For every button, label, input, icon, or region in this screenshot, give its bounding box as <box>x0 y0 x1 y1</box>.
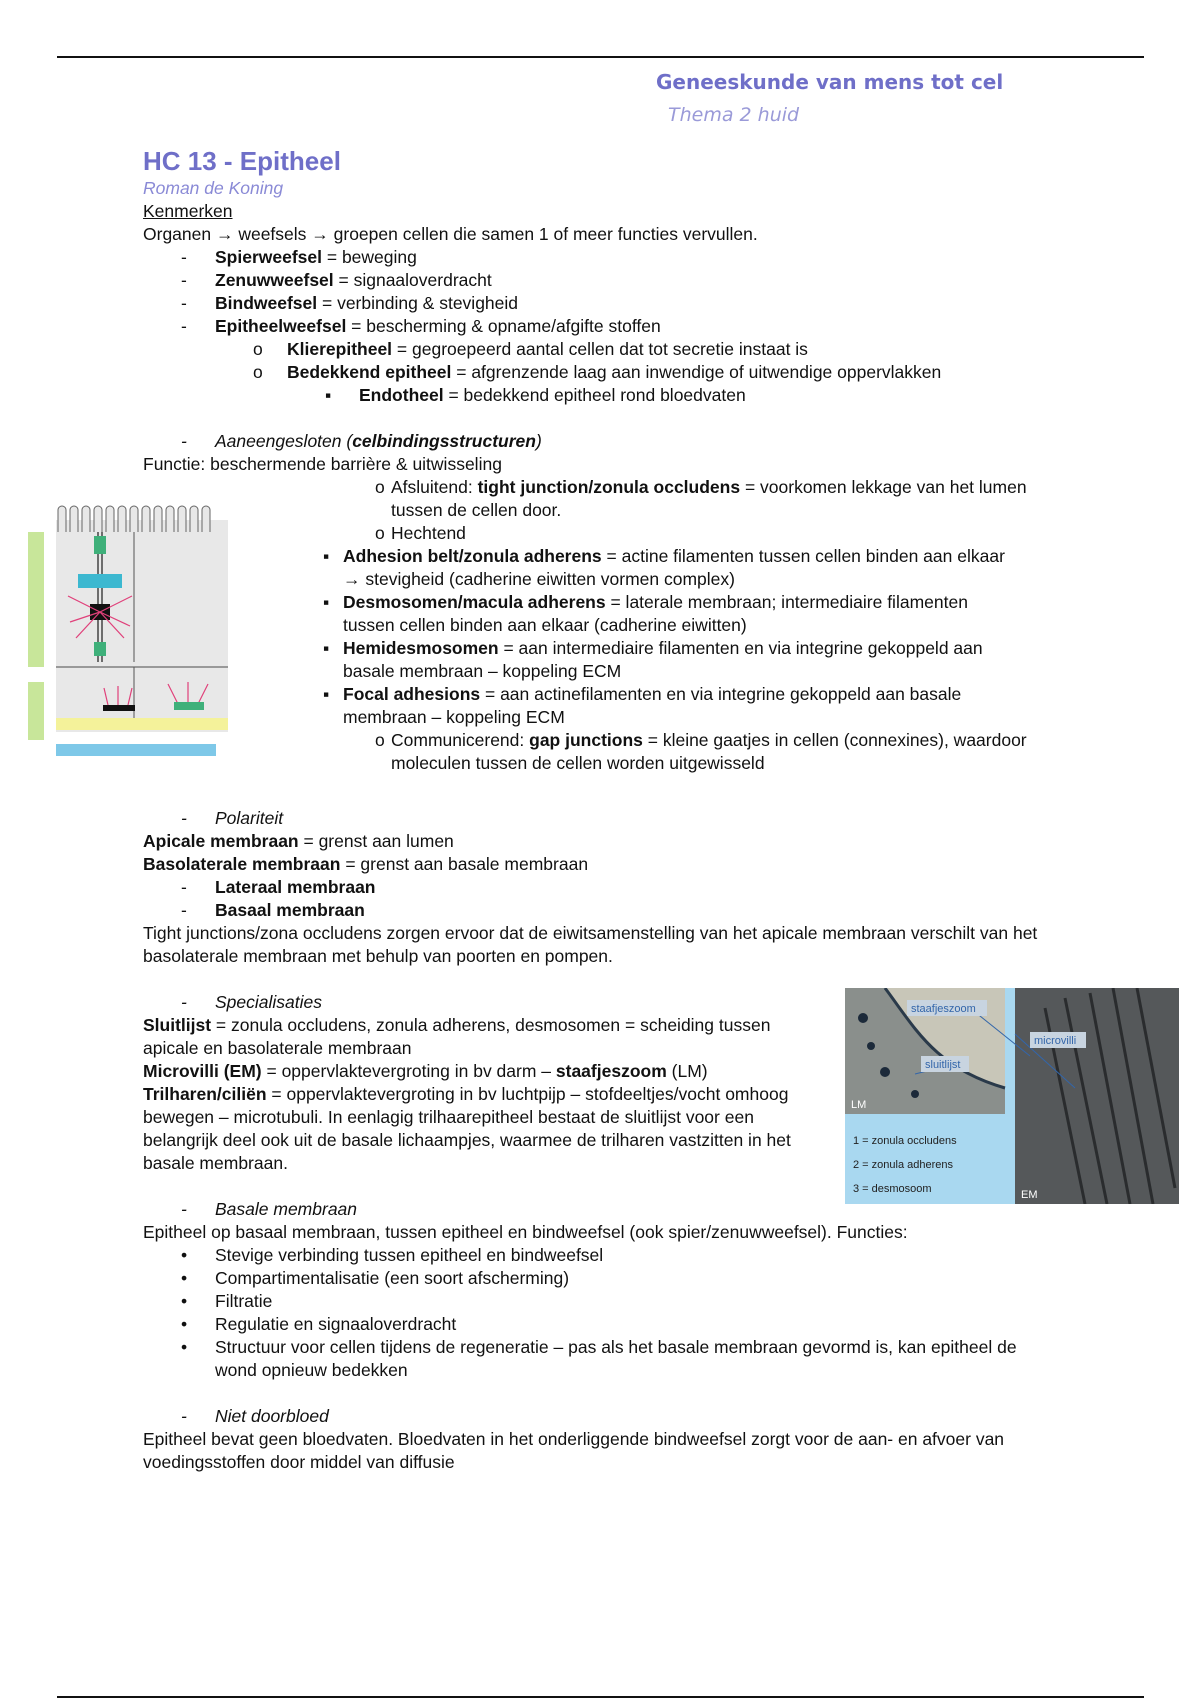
list-item: • Regulatie en signaaloverdracht <box>181 1314 457 1334</box>
basale-text: Epitheel op basaal membraan, tussen epitheel en bindweefsel (ook spier/zenuwweefsel). Functies: <box>143 1222 908 1242</box>
subheading-basale-membraan: - Basale membraan <box>181 1199 358 1219</box>
list-item: o Afsluitend: tight junction/zonula occludens = voorkomen lekkage van het lumen tussen de cellen door. <box>375 477 1027 520</box>
author: Roman de Koning <box>143 178 284 198</box>
tight-junction-text: Tight junctions/zona occludens zorgen ervoor dat de eiwitsamenstelling van het apicale membraan verschilt van het basolaterale membraan met behulp van poorten en pompen. <box>143 923 1038 966</box>
fig-label-microvilli: microvilli <box>1034 1035 1077 1047</box>
fig-legend-1: 1 = zonula occludens <box>853 1135 957 1147</box>
list-item: o Klierepitheel = gegroepeerd aantal cellen dat tot secretie instaat is <box>253 339 808 359</box>
list-item: o Communicerend: gap junctions = kleine gaatjes in cellen (connexines), waardoor moleculen tussen de cellen worden uitgewisseld <box>375 730 1027 773</box>
list-item: o Hechtend <box>375 523 466 543</box>
subheading-aaneengesloten: - Aaneengesloten (celbindingsstructuren) <box>181 431 542 451</box>
fig-legend-2: 2 = zonula adherens <box>853 1159 953 1171</box>
fig-legend-3: 3 = desmosoom <box>853 1183 932 1195</box>
subheading-specialisaties: - Specialisaties <box>181 992 322 1012</box>
intro-text: Organen → weefsels → groepen cellen die samen 1 of meer functies vervullen. <box>143 224 758 244</box>
fig-label-sluitlijst: sluitlijst <box>925 1059 961 1071</box>
apicale-text: Apicale membraan = grenst aan lumen <box>143 831 454 851</box>
list-item: ▪ Focal adhesions = aan actinefilamenten en via integrine gekoppeld aan basale membraan – koppeling ECM <box>323 684 962 727</box>
list-item: - Bindweefsel = verbinding & stevigheid <box>181 293 519 313</box>
bottom-rule <box>57 1696 1144 1698</box>
section-heading-kenmerken: Kenmerken <box>143 201 233 221</box>
sluitlijst-text: Sluitlijst = zonula occludens, zonula adherens, desmosomen = scheiding tussen apicale en basolaterale membraan <box>143 1015 771 1058</box>
functie-text: Functie: beschermende barrière & uitwisseling <box>143 454 502 474</box>
subheading-niet-doorbloed: - Niet doorbloed <box>181 1406 329 1426</box>
trilharen-text: Trilharen/ciliën = oppervlaktevergroting in bv luchtpijp – stofdeeltjes/vocht omhoog bewegen – microtubuli. In eenlagig trilhaarepitheel bestaat de sluitlijst voor een belangrijk deel ook uit de basale lichaampjes, waarmee de trilharen vastzitten in het basale membraan. <box>143 1084 791 1173</box>
document-body <box>143 145 1073 1474</box>
list-item: • Filtratie <box>181 1291 273 1311</box>
list-item: • Compartimentalisatie (een soort afscherming) <box>181 1268 570 1288</box>
subheading-polariteit: - Polariteit <box>181 808 284 828</box>
list-item: - Lateraal membraan <box>181 877 376 897</box>
list-item: - Spierweefsel = beweging <box>181 247 417 267</box>
list-item: - Zenuwweefsel = signaaloverdracht <box>181 270 492 290</box>
microvilli-text: Microvilli (EM) = oppervlaktevergroting in bv darm – staafjeszoom (LM) <box>143 1061 708 1081</box>
micrograph-figure <box>845 988 1179 1204</box>
top-rule <box>57 56 1144 58</box>
list-item: ▪ Adhesion belt/zonula adherens = actine filamenten tussen cellen binden aan elkaar → stevigheid (cadherine eiwitten vormen complex) <box>323 546 1005 589</box>
cell-junction-diagram <box>28 492 228 764</box>
fig-label-em: EM <box>1021 1189 1038 1201</box>
list-item: o Bedekkend epitheel = afgrenzende laag aan inwendige of uitwendige oppervlakken <box>253 362 942 382</box>
fig-label-lm: LM <box>851 1099 867 1111</box>
list-item: - Epitheelweefsel = bescherming & opname/afgifte stoffen <box>181 316 661 336</box>
list-item: ▪ Hemidesmosomen = aan intermediaire filamenten en via integrine gekoppeld aan basale membraan – koppeling ECM <box>323 638 983 681</box>
fig-label-staafjeszoom: staafjeszoom <box>911 1003 976 1015</box>
header-course: Geneeskunde van mens tot cel <box>656 70 1004 94</box>
list-item: ▪ Desmosomen/macula adherens = laterale membraan; intermediaire filamenten tussen cellen binden aan elkaar (cadherine eiwitten) <box>323 592 968 635</box>
list-item: • Structuur voor cellen tijdens de regeneratie – pas als het basale membraan gevormd is, kan epitheel de wond opnieuw bedekken <box>181 1337 1017 1380</box>
list-item: ▪ Endotheel = bedekkend epitheel rond bloedvaten <box>325 385 746 405</box>
doorbloed-text: Epitheel bevat geen bloedvaten. Bloedvaten in het onderliggende bindweefsel zorgt voor de aan- en afvoer van voedingsstoffen door middel van diffusie <box>143 1429 1005 1472</box>
list-item: • Stevige verbinding tussen epitheel en bindweefsel <box>181 1245 604 1265</box>
header-theme: Thema 2 huid <box>668 104 800 126</box>
page-title: HC 13 - Epitheel <box>143 146 341 176</box>
basolat-text: Basolaterale membraan = grenst aan basale membraan <box>143 854 589 874</box>
list-item: - Basaal membraan <box>181 900 365 920</box>
